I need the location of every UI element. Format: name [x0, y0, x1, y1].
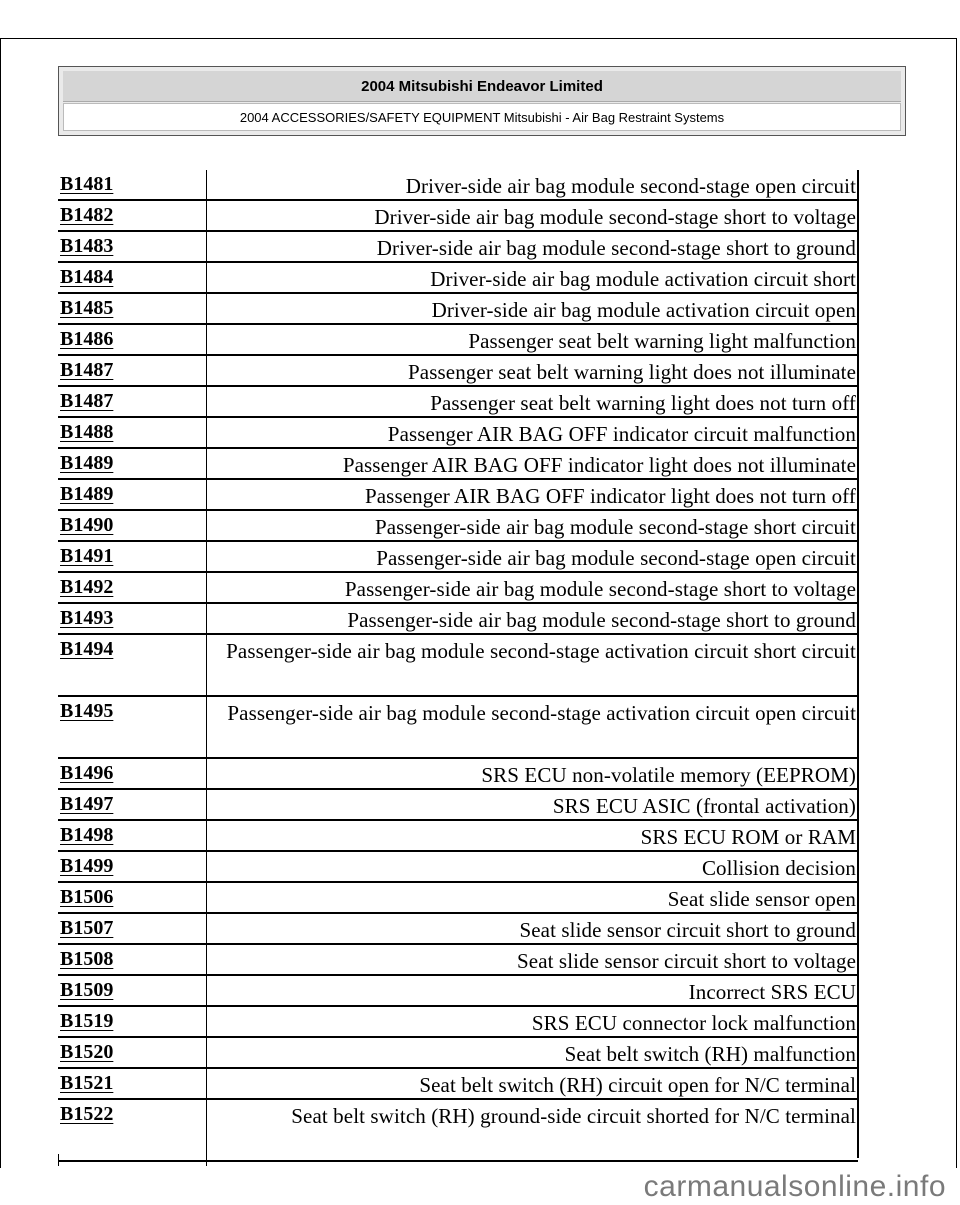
dtc-code-link[interactable]: B1486 — [60, 328, 114, 350]
column-divider — [206, 821, 207, 852]
table-row — [58, 976, 858, 1007]
dtc-description: SRS ECU non-volatile memory (EEPROM) — [481, 763, 856, 787]
table-row — [58, 232, 858, 263]
watermark: carmanualsonline.info — [643, 1170, 946, 1203]
dtc-code-cell — [58, 325, 206, 354]
dtc-code-cell — [58, 170, 206, 199]
dtc-code-cell — [58, 387, 206, 416]
table-row — [58, 387, 858, 418]
column-divider — [206, 511, 207, 542]
column-divider — [206, 542, 207, 573]
table-row — [58, 356, 858, 387]
table-row — [58, 449, 858, 480]
dtc-code-link[interactable]: B1492 — [60, 576, 114, 598]
dtc-code-link[interactable]: B1487 — [60, 390, 114, 412]
dtc-code-cell — [58, 418, 206, 447]
dtc-code-link[interactable]: B1489 — [60, 452, 114, 474]
dtc-code-cell — [58, 294, 206, 323]
dtc-description: Seat belt switch (RH) ground-side circuit shorted for N/C terminal — [291, 1104, 856, 1128]
column-divider — [206, 480, 207, 511]
dtc-description: Passenger-side air bag module second-stage open circuit — [376, 546, 856, 570]
dtc-code-cell — [58, 759, 206, 788]
dtc-code-link[interactable]: B1507 — [60, 917, 114, 939]
table-row — [58, 790, 858, 821]
table-right-border — [857, 170, 859, 1158]
page-border-left — [0, 38, 1, 1168]
dtc-description: Driver-side air bag module activation circuit open — [431, 298, 856, 322]
table-row — [58, 635, 858, 697]
dtc-code-link[interactable]: B1520 — [60, 1041, 114, 1063]
column-divider — [206, 449, 207, 480]
dtc-description: Passenger-side air bag module second-stage activation circuit open circuit — [227, 701, 856, 725]
dtc-code-cell — [58, 976, 206, 1005]
column-divider — [206, 573, 207, 604]
dtc-code-link[interactable]: B1485 — [60, 297, 114, 319]
dtc-description: Driver-side air bag module second-stage short to voltage — [374, 205, 856, 229]
table-row — [58, 263, 858, 294]
table-row — [58, 759, 858, 790]
table-row — [58, 511, 858, 542]
column-divider — [206, 1100, 207, 1162]
dtc-description: Seat slide sensor open — [667, 887, 856, 911]
dtc-code-link[interactable]: B1490 — [60, 514, 114, 536]
table-row — [58, 883, 858, 914]
dtc-code-cell — [58, 945, 206, 974]
dtc-code-cell — [58, 883, 206, 912]
table-row — [58, 1069, 858, 1100]
dtc-code-cell — [58, 790, 206, 819]
dtc-description: SRS ECU connector lock malfunction — [531, 1011, 856, 1035]
column-divider — [206, 294, 207, 325]
table-row — [58, 294, 858, 325]
dtc-code-link[interactable]: B1522 — [60, 1103, 114, 1125]
column-divider — [206, 945, 207, 976]
table-row — [58, 1100, 858, 1162]
column-divider — [206, 883, 207, 914]
column-divider — [206, 1038, 207, 1069]
table-row — [58, 914, 858, 945]
dtc-description: Seat belt switch (RH) malfunction — [564, 1042, 856, 1066]
column-divider — [206, 232, 207, 263]
dtc-code-link[interactable]: B1494 — [60, 638, 114, 660]
dtc-code-cell — [58, 263, 206, 292]
dtc-code-cell — [58, 852, 206, 881]
page-border-top — [0, 38, 957, 39]
dtc-description: Collision decision — [701, 856, 856, 880]
dtc-code-cell — [58, 511, 206, 540]
table-row — [58, 697, 858, 759]
dtc-code-cell — [58, 697, 206, 757]
table-row — [58, 821, 858, 852]
dtc-code-link[interactable]: B1493 — [60, 607, 114, 629]
dtc-description: Passenger AIR BAG OFF indicator circuit malfunction — [387, 422, 856, 446]
dtc-code-link[interactable]: B1506 — [60, 886, 114, 908]
dtc-code-cell — [58, 232, 206, 261]
dtc-description: Passenger AIR BAG OFF indicator light does not illuminate — [342, 453, 856, 477]
dtc-code-cell — [58, 449, 206, 478]
dtc-description: Seat slide sensor circuit short to voltage — [517, 949, 856, 973]
document-header — [58, 66, 906, 136]
column-divider — [206, 852, 207, 883]
dtc-description: Passenger-side air bag module second-stage activation circuit short circuit — [226, 639, 856, 663]
column-divider — [206, 201, 207, 232]
dtc-code-link[interactable]: B1482 — [60, 204, 114, 226]
table-row — [58, 418, 858, 449]
dtc-code-cell — [58, 604, 206, 633]
document-subtitle: 2004 ACCESSORIES/SAFETY EQUIPMENT Mitsubishi - Air Bag Restraint Systems — [63, 103, 901, 131]
column-divider — [206, 790, 207, 821]
table-row — [58, 325, 858, 356]
dtc-description: Driver-side air bag module second-stage open circuit — [405, 174, 856, 198]
dtc-description: Passenger-side air bag module second-stage short circuit — [374, 515, 856, 539]
dtc-code-cell — [58, 480, 206, 509]
dtc-description: Incorrect SRS ECU — [688, 980, 856, 1004]
table-continuation — [58, 1154, 858, 1166]
page-border-right — [956, 38, 957, 1168]
dtc-code-cell — [58, 1038, 206, 1067]
dtc-code-link[interactable]: B1521 — [60, 1072, 114, 1094]
table-row — [58, 1007, 858, 1038]
dtc-description: Passenger-side air bag module second-stage short to ground — [347, 608, 856, 632]
dtc-code-link[interactable]: B1499 — [60, 855, 114, 877]
column-divider — [206, 914, 207, 945]
table-row — [58, 852, 858, 883]
table-row — [58, 604, 858, 635]
column-divider — [206, 759, 207, 790]
table-row — [58, 945, 858, 976]
dtc-description: Passenger seat belt warning light does not illuminate — [408, 360, 856, 384]
dtc-description: Passenger seat belt warning light does not turn off — [430, 391, 856, 415]
table-row — [58, 542, 858, 573]
table-row — [58, 201, 858, 232]
dtc-code-cell — [58, 635, 206, 695]
dtc-code-cell — [58, 542, 206, 571]
table-row — [58, 573, 858, 604]
table-row — [58, 170, 858, 201]
column-divider — [206, 170, 207, 201]
dtc-code-link[interactable]: B1508 — [60, 948, 114, 970]
dtc-description: SRS ECU ASIC (frontal activation) — [552, 794, 856, 818]
column-divider — [206, 697, 207, 759]
dtc-code-cell — [58, 1100, 206, 1160]
column-divider — [206, 976, 207, 1007]
dtc-code-cell — [58, 201, 206, 230]
dtc-description: Driver-side air bag module second-stage short to ground — [376, 236, 856, 260]
dtc-description: Passenger-side air bag module second-stage short to voltage — [344, 577, 856, 601]
dtc-code-link[interactable]: B1495 — [60, 700, 114, 722]
dtc-code-link[interactable]: B1496 — [60, 762, 114, 784]
dtc-code-link[interactable]: B1489 — [60, 483, 114, 505]
dtc-code-cell — [58, 1007, 206, 1036]
column-divider — [206, 356, 207, 387]
document-title: 2004 Mitsubishi Endeavor Limited — [63, 71, 901, 102]
dtc-description: Seat belt switch (RH) circuit open for N/C terminal — [419, 1073, 856, 1097]
dtc-description: Seat slide sensor circuit short to ground — [519, 918, 856, 942]
column-divider — [206, 325, 207, 356]
dtc-code-link[interactable]: B1509 — [60, 979, 114, 1001]
dtc-description: Driver-side air bag module activation circuit short — [430, 267, 856, 291]
column-divider — [206, 263, 207, 294]
dtc-code-cell — [58, 1069, 206, 1098]
column-divider — [206, 1007, 207, 1038]
dtc-code-cell — [58, 356, 206, 385]
dtc-code-link[interactable]: B1487 — [60, 359, 114, 381]
dtc-code-link[interactable]: B1484 — [60, 266, 114, 288]
dtc-code-link[interactable]: B1497 — [60, 793, 114, 815]
column-divider — [206, 418, 207, 449]
dtc-description: SRS ECU ROM or RAM — [640, 825, 856, 849]
dtc-code-cell — [58, 573, 206, 602]
column-divider — [206, 387, 207, 418]
dtc-code-cell — [58, 914, 206, 943]
dtc-code-link[interactable]: B1481 — [60, 173, 114, 195]
table-column-divider-stub — [206, 1154, 207, 1166]
table-row — [58, 1038, 858, 1069]
table-row — [58, 480, 858, 511]
dtc-description: Passenger seat belt warning light malfunction — [468, 329, 856, 353]
dtc-code-cell — [58, 821, 206, 850]
dtc-code-link[interactable]: B1519 — [60, 1010, 114, 1032]
dtc-code-link[interactable]: B1498 — [60, 824, 114, 846]
column-divider — [206, 635, 207, 697]
table-left-border-stub — [58, 1154, 59, 1166]
column-divider — [206, 604, 207, 635]
dtc-code-link[interactable]: B1488 — [60, 421, 114, 443]
dtc-table — [58, 170, 858, 1162]
dtc-code-link[interactable]: B1483 — [60, 235, 114, 257]
dtc-description: Passenger AIR BAG OFF indicator light does not turn off — [364, 484, 856, 508]
dtc-code-link[interactable]: B1491 — [60, 545, 114, 567]
column-divider — [206, 1069, 207, 1100]
